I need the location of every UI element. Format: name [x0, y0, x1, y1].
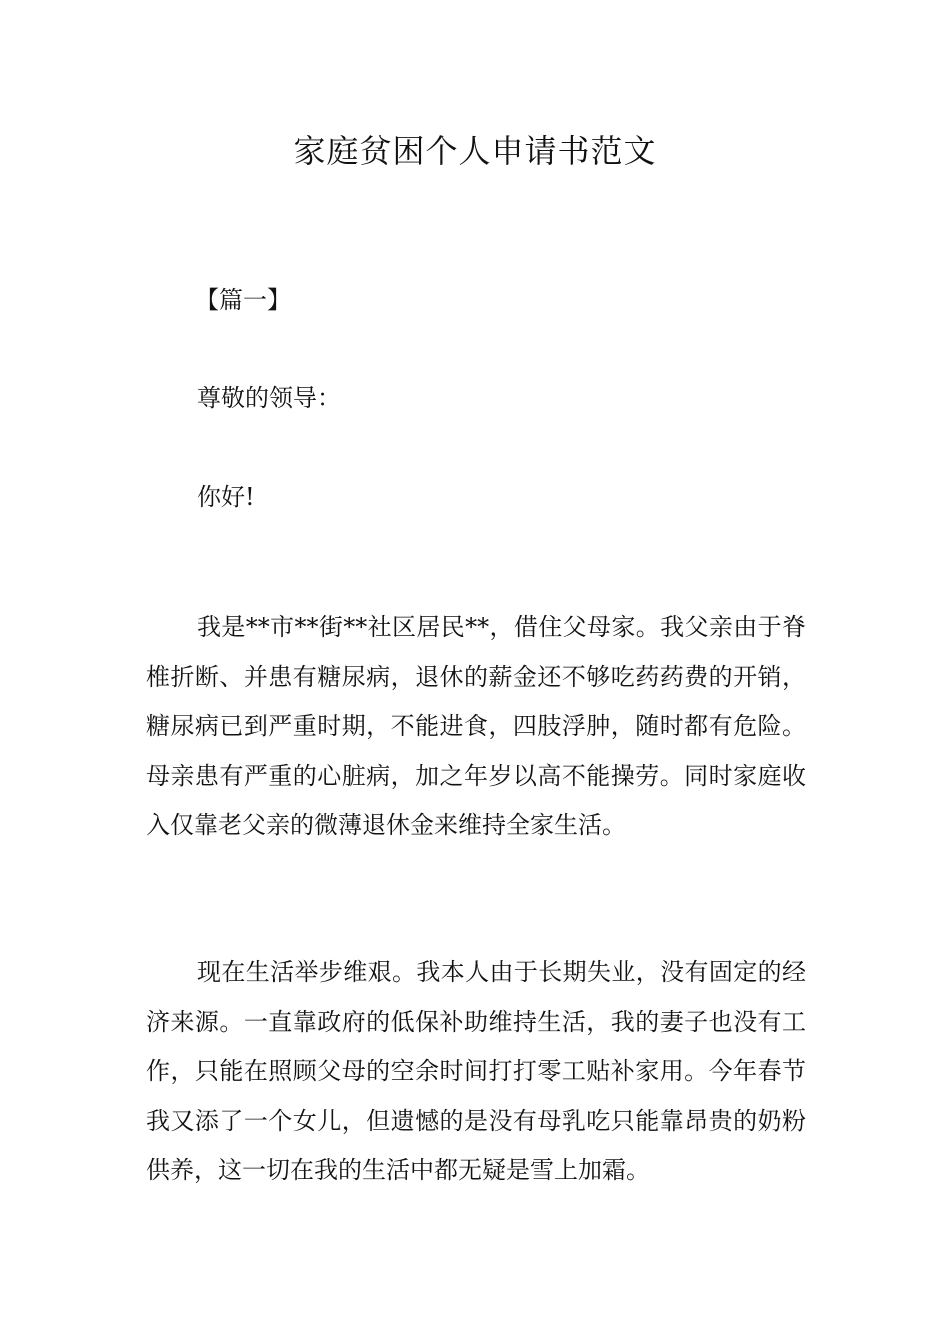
greeting: 你好! — [197, 483, 255, 511]
body-paragraph-1: 我是**市**街**社区居民**，借住父母家。我父亲由于脊椎折断、并患有糖尿病，退休的薪金还不够吃药药费的开销，糖尿病已到严重时期，不能进食，四肢浮肿，随时都有危险。母亲患有严重的心脏病，加之年岁以高不能操劳。同时家庭收入仅靠老父亲的微薄退休金来维持全家生活。 — [146, 613, 806, 839]
section-label: 【篇一】 — [195, 286, 291, 314]
body-paragraph-2: 现在生活举步维艰。我本人由于长期失业，没有固定的经济来源。一直靠政府的低保补助维持生活，我的妻子也没有工作，只能在照顾父母的空余时间打打零工贴补家用。今年春节我又添了一个女儿，但遗憾的是没有母乳吃只能靠昂贵的奶粉供养，这一切在我的生活中都无疑是雪上加霜。 — [146, 958, 806, 1184]
document-title: 家庭贫困个人申请书范文 — [293, 132, 657, 170]
salutation: 尊敬的领导： — [197, 384, 341, 412]
